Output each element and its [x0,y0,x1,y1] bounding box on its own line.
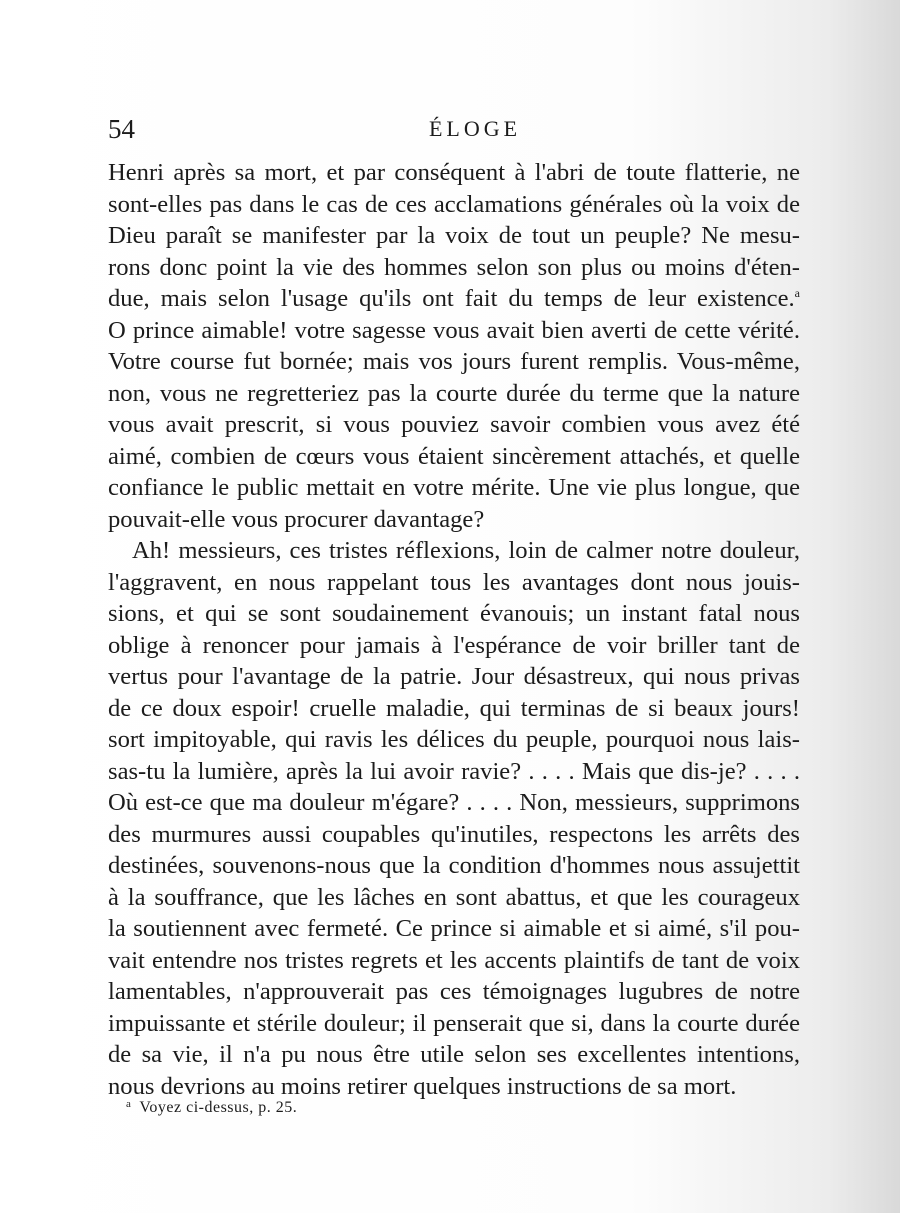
text-line: oblige à renoncer pour jamais à l'espérance de voir briller tant de [108,631,800,659]
text-line: sas-tu la lumière, après la lui avoir ravie? . . . . Mais que dis-je? . . . . [108,757,800,785]
page-header [108,114,800,148]
text-line: vous avait prescrit, si vous pouviez savoir combien vous avez été [108,411,800,438]
page-number: 54 [108,114,135,144]
text-line: l'aggravent, en nous rappelant tous les avantages dont nous jouis- [108,568,800,596]
text-line: de ce doux espoir! cruelle maladie, qui terminas de si beaux jours! [108,694,800,722]
text-line: non, vous ne regretteriez pas la courte durée du terme que la nature [108,379,800,407]
text-line: Dieu paraît se manifester par la voix de tout un peuple? Ne mesu- [108,222,800,249]
text-line: pouvait-elle vous procurer davantage? [108,505,485,533]
text-line: Henri après sa mort, et par conséquent à l'abri de toute flatterie, ne [108,159,800,186]
text-line: impuissante et stérile douleur; il penserait que si, dans la courte durée [108,1009,800,1037]
text-line: confiance le public mettait en votre mérite. Une vie plus longue, que [108,474,800,501]
text-line: Ah! messieurs, ces tristes réflexions, loin de calmer notre douleur, [132,537,800,564]
text-line-with-footnote-ref [108,283,800,315]
text-line: à la souffrance, que les lâches en sont abattus, et que les courageux [108,883,800,911]
text-line: sont-elles pas dans le cas de ces acclamations générales où la voix de [108,190,800,218]
text-line: nous devrions au moins retirer quelques instructions de sa mort. [108,1072,737,1100]
text-line: aimé, combien de cœurs vous étaient sincèrement attachés, et quelle [108,442,800,470]
footnote-marker: a [126,1098,132,1110]
text-line-content: due, mais selon l'usage qu'ils ont fait du temps de leur existence. [108,285,795,312]
text-line: la soutiennent avec fermeté. Ce prince si aimable et si aimé, s'il pou- [108,915,800,942]
text-line: O prince aimable! votre sagesse vous avait bien averti de cette vérité. [108,316,800,344]
text-line: lamentables, n'approuverait pas ces témoignages lugubres de notre [108,978,800,1005]
body-text [108,157,800,1102]
text-line: destinées, souvenons-nous que la condition d'hommes nous assujettit [108,852,800,879]
footnote-reference: a [794,286,800,300]
paragraph-2 [108,535,800,1102]
footnote-text: Voyez ci-dessus, p. 25. [139,1099,298,1116]
text-line: sions, et qui se sont soudainement évanouis; un instant fatal nous [108,600,800,627]
text-line: des murmures aussi coupables qu'inutiles, respectons les arrêts des [108,820,800,848]
text-line: Votre course fut bornée; mais vos jours furent remplis. Vous-même, [108,348,800,375]
text-line: de sa vie, il n'a pu nous être utile selon ses excellentes intentions, [108,1041,800,1068]
text-line: rons donc point la vie des hommes selon son plus ou moins d'éten- [108,253,800,281]
text-line: sort impitoyable, qui ravis les délices du peuple, pourquoi nous lais- [108,726,800,753]
footnote [126,1098,297,1117]
running-title: ÉLOGE [428,116,522,141]
paragraph-1 [108,157,800,535]
text-line: Où est-ce que ma douleur m'égare? . . . . Non, messieurs, supprimons [108,789,800,816]
text-line: vertus pour l'avantage de la patrie. Jour désastreux, qui nous privas [108,663,800,690]
text-line: vait entendre nos tristes regrets et les accents plaintifs de tant de voix [108,946,800,974]
